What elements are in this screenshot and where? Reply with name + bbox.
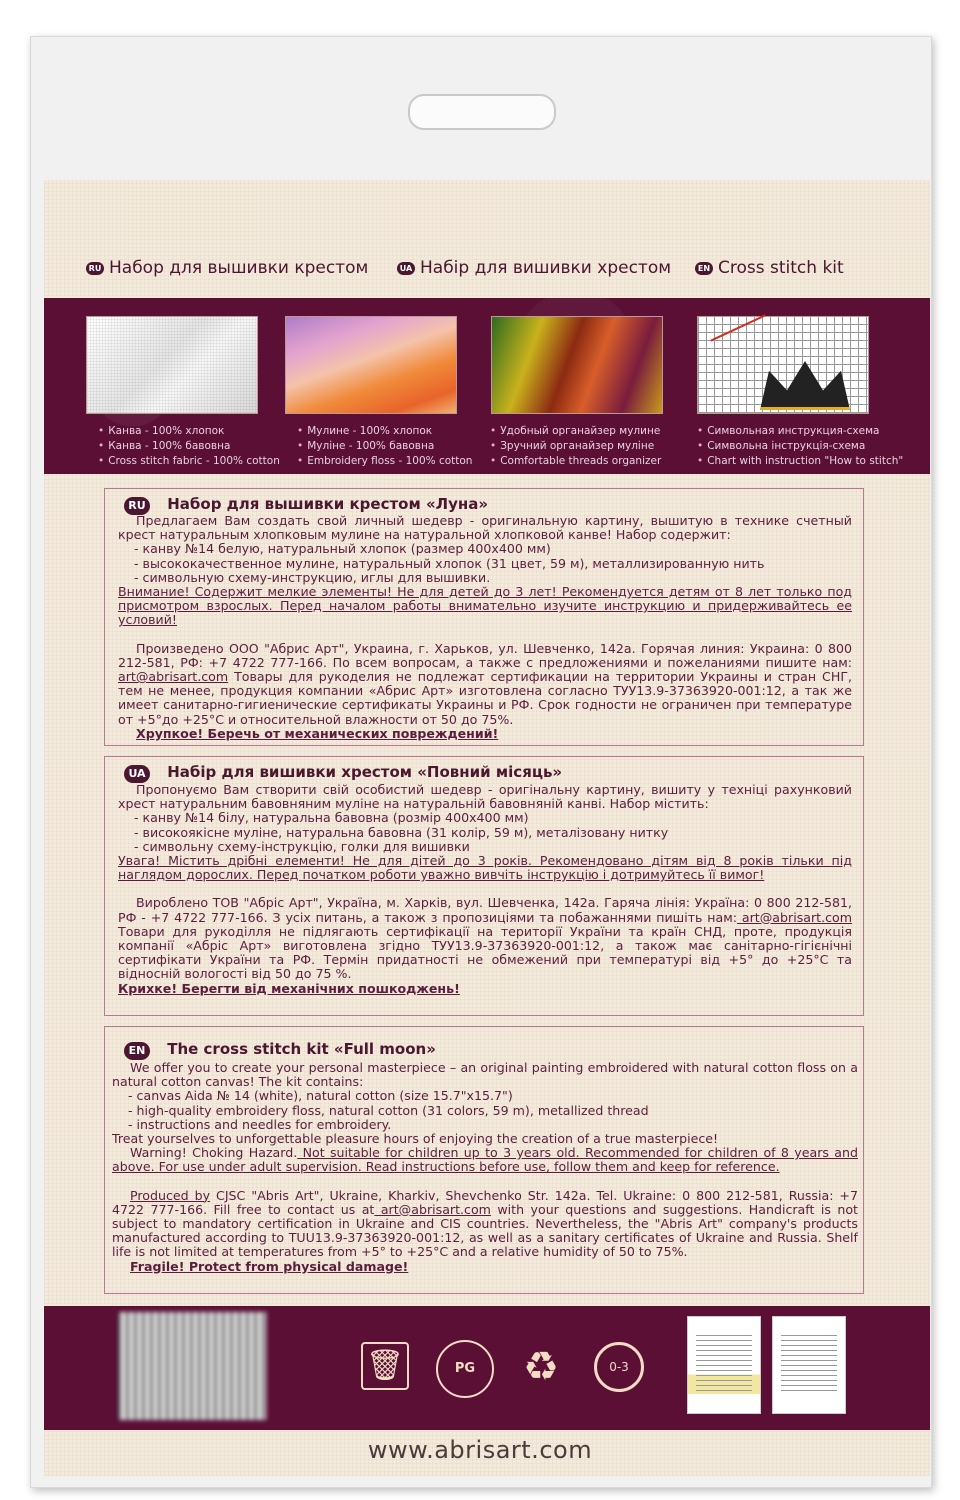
badge-ru-box: RU <box>124 497 150 515</box>
producer-en-a: CJSC "Abris Art", Ukraine, Kharkiv, Shevchenko Str. 142a. Tel. Ukraine: 0 800 212-581, Russia: +7 4722 777-166. Fill free to contact us at <box>112 1187 858 1217</box>
caption-line: • Cross stitch fabric - 100% cotton <box>98 454 280 469</box>
heading-en-label: Cross stitch kit <box>718 258 844 278</box>
email-link-ua[interactable]: art@abrisart.com <box>737 909 852 925</box>
certificate-image-1 <box>687 1316 761 1414</box>
treat-en: Treat yourselves to unforgettable pleasure hours of enjoying the creation of a true masterpiece! <box>112 1131 719 1147</box>
producer-ru <box>118 642 852 727</box>
badge-ua: UA <box>397 262 415 275</box>
voluntary-certification-icon: PG <box>436 1340 494 1398</box>
chart-instruction-photo <box>697 316 869 414</box>
caption-line: • Муліне - 100% бавовна <box>297 439 472 454</box>
producer-ua-a: Вироблено ТОВ "Абріс Арт", Україна, м. Харків, вул. Шевченка, 142а. Гаряча лінія: Україна: 0 800 212-581, РФ - +7 4722 777-166. З усіх питань, а також з пропозиціями та побажаннями пишіть нам: <box>118 895 852 925</box>
caption-line: • Зручний органайзер муліне <box>490 439 661 454</box>
intro-ru: Предлагаем Вам создать свой личный шедевр - оригинальную картину, вышитую в технике счетный крест натуральным хлопковым мулине на натуральной хлопковой канве! Набор содержит: <box>118 513 852 543</box>
producer-en-b: with your questions and suggestions. Handicraft is not subject to mandatory certification in Ukraine and CIS countries. Nevertheless, the "Abris Art" company's products manufactured according to TUU13.9-37363920-001:12, as well as a sanitary certificates of Ukraine and Russia. Shelf life is not limited at temperatures from +5° to +25°C and a relative humidity of 50 to 75%. <box>112 1201 858 1260</box>
caption-line: • Embroidery floss - 100% cotton <box>297 454 472 469</box>
producer-ru-b: Товары для рукоделия не подлежат сертификации на территории Украины и стран СНГ, тем не менее, продукция компании «Абрис Арт» изготовлена согласно ТУУ13.9-37363920-001:12, а так же имеет санитарно-гигиенические сертификаты Украины и РФ. Срок годности не ограничен при температуре от +5°до +25°С и относительной влажности от 50 до 75%. <box>118 669 852 727</box>
feature-caption-chart <box>697 424 903 469</box>
title-ua-text: Набір для вишивки хрестом «Повний місяць» <box>167 763 563 781</box>
trash-bin-icon: 🗑 <box>361 1342 409 1390</box>
item-ua: - канву №14 білу, натуральна бавовна (розмір 400х400 мм) <box>134 810 529 826</box>
produced-by-en: Produced by <box>130 1187 211 1203</box>
badge-ru: RU <box>86 262 104 275</box>
fragile-ru: Хрупкое! Беречь от механических повреждений! <box>136 725 499 741</box>
item-ua: - високоякісне муліне, натуральна бавовна (31 колір, 59 м), металізовану нитку <box>134 824 669 840</box>
feature-caption-floss <box>297 424 472 469</box>
text-ru <box>118 514 852 741</box>
producer-ua-b: Товари для рукоділля не підлягають сертифікації на території України та країн СНД, проте, продукція компанії «Абріс Арт» виготовлена згідно ТУУ13.9-37363920-001:12, а також має санітарно-гігієнічні сертифікати України та РФ. Термін придатності не обмежений при температурі від +5° до +25°С та відносній вологості від 50 до 75 %. <box>118 923 852 982</box>
item-ru: - канву №14 белую, натуральный хлопок (размер 400х400 мм) <box>134 541 551 557</box>
barcode-blurred <box>118 1312 266 1420</box>
email-link-ru[interactable]: art@abrisart.com <box>118 669 229 685</box>
producer-en <box>112 1189 858 1260</box>
not-for-age-0-3-icon: 0-3 <box>594 1342 644 1392</box>
warning-ru: Внимание! Содержит мелкие элементы! Не для детей до 3 лет! Рекомендуется детям от 8 лет только под присмотром взрослых. Перед началом работы внимательно изучите инструкцию и придерживайтесь ее условий! <box>118 584 852 628</box>
badge-ua-box: UA <box>124 765 150 783</box>
warning-en-a: Warning! Choking Hazard. <box>130 1145 298 1161</box>
badge-en-box: EN <box>124 1042 150 1060</box>
embroidery-floss-photo <box>285 316 457 414</box>
email-link-en[interactable]: art@abrisart.com <box>374 1201 491 1217</box>
caption-line: • Удобный органайзер мулине <box>490 424 661 439</box>
title-ru <box>124 495 488 515</box>
text-ua <box>118 783 852 996</box>
item-ru: - символьную схему-инструкцию, иглы для вышивки. <box>134 569 491 585</box>
caption-line: • Мулине - 100% хлопок <box>297 424 472 439</box>
item-ua: - символьну схему-інструкцію, голки для вишивки <box>134 838 470 854</box>
feature-caption-fabric <box>98 424 280 469</box>
caption-line: • Comfortable threads organizer <box>490 454 661 469</box>
warning-en-b: Not suitable for children up to 3 years old. Recommended for children of 8 years and above. For use under adult supervision. Read instructions before use, follow them and keep for reference. <box>112 1145 858 1175</box>
caption-line: • Chart with instruction "How to stitch" <box>697 454 903 469</box>
producer-ru-a: Произведено ООО "Абрис Арт", Украина, г. Харьков, ул. Шевченко, 142а. Горячая линия: Украина: 0 800 212-581, РФ: +7 4722 777-166. По всем вопросам, а также с предложениями и пожеланиями пишите нам: <box>118 640 852 670</box>
caption-line: • Канва - 100% хлопок <box>98 424 280 439</box>
heading-ua <box>397 258 671 278</box>
recycle-icon: ♻ <box>523 1344 559 1390</box>
title-ru-text: Набор для вышивки крестом «Луна» <box>167 495 489 513</box>
certificate-image-2 <box>772 1316 846 1414</box>
text-en <box>112 1061 858 1274</box>
item-en: - canvas Aida № 14 (white), natural cotton (size 15.7"x15.7") <box>128 1088 513 1104</box>
item-en: - high-quality embroidery floss, natural cotton (31 colors, 59 m), metallized thread <box>128 1102 649 1118</box>
intro-en: We offer you to create your personal masterpiece – an original painting embroidered with natural cotton floss on a natural cotton canvas! The kit contains: <box>112 1060 858 1090</box>
heading-ru-label: Набор для вышивки крестом <box>109 258 369 278</box>
canvas-fabric-photo <box>86 316 258 414</box>
warning-ua: Увага! Містить дрібні елементи! Не для дітей до 3 років. Рекомендовано дітям від 8 років тільки під наглядом дорослих. Перед початком роботи уважно вивчіть інструкцію і дотримуйтесь її вимог! <box>118 853 852 883</box>
title-ua <box>124 763 562 783</box>
fragile-ua: Крихке! Берегти від механічних пошкоджень! <box>118 980 460 996</box>
badge-en: EN <box>695 262 713 275</box>
feature-caption-organizer <box>490 424 661 469</box>
website-url[interactable]: www.abrisart.com <box>367 1436 593 1464</box>
caption-line: • Канва - 100% бавовна <box>98 439 280 454</box>
caption-line: • Символьная инструкция-схема <box>697 424 903 439</box>
heading-en <box>695 258 844 278</box>
warning-en <box>112 1146 858 1174</box>
intro-ua: Пропонуємо Вам створити свій особистий шедевр - оригінальну картину, вишиту у техніці рахунковий хрест натуральним бавовняним муліне на натуральній бавовняній канві. Набор містить: <box>118 782 852 812</box>
item-en: - instructions and needles for embroidery. <box>128 1116 392 1132</box>
title-en <box>124 1040 436 1060</box>
heading-ru <box>86 258 368 278</box>
heading-ua-label: Набір для вишивки хрестом <box>420 258 672 278</box>
item-ru: - высококачественное мулине, натуральный хлопок (31 цвет, 59 м), металлизированную нить <box>134 555 765 571</box>
threads-organizer-photo <box>491 316 663 414</box>
fragile-en: Fragile! Protect from physical damage! <box>130 1258 409 1274</box>
caption-line: • Символьна інструкція-схема <box>697 439 903 454</box>
producer-ua <box>118 896 852 981</box>
hanger-hole <box>408 94 556 130</box>
title-en-text: The cross stitch kit «Full moon» <box>167 1040 436 1058</box>
